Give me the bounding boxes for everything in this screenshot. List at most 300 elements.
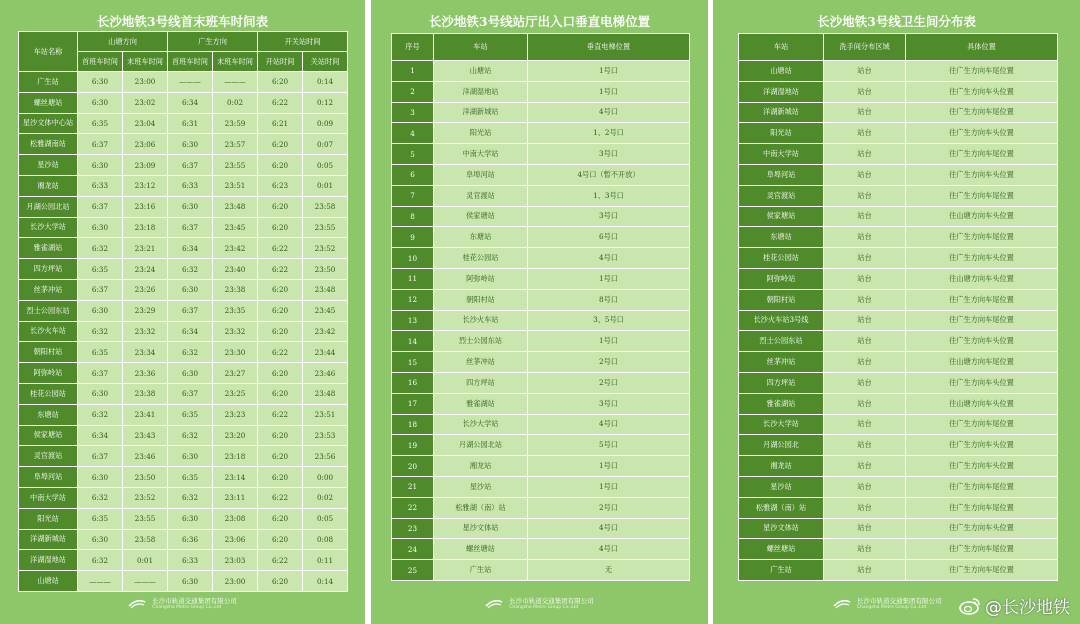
col-header-first: 首班车时间 — [168, 52, 213, 72]
elevator-position-cell: 1号口 — [528, 476, 690, 497]
elevator-position-cell: 2号口 — [528, 497, 690, 518]
close-time-cell: 0:14 — [303, 571, 348, 592]
last-train-guangsheng-cell: 23:48 — [213, 196, 258, 217]
restroom-position-cell: 往山塘方向车头位置 — [906, 393, 1058, 414]
close-time-cell: 0:14 — [303, 72, 348, 93]
row-number-cell: 22 — [392, 497, 434, 518]
first-train-shantang-cell: 6:32 — [78, 487, 123, 508]
last-train-guangsheng-cell: 23:00 — [213, 571, 258, 592]
station-name-cell: 湘龙站 — [19, 175, 78, 196]
company-name-cn: 长沙市轨道交通集团有限公司 — [857, 597, 942, 605]
last-train-guangsheng-cell: 23:25 — [213, 383, 258, 404]
last-train-guangsheng-cell: 23:45 — [213, 217, 258, 238]
elevator-position-cell: 4号口 — [528, 102, 690, 123]
first-train-shantang-cell: 6:35 — [78, 259, 123, 280]
first-train-guangsheng-cell: 6:33 — [168, 550, 213, 571]
station-name-cell: 湘龙站 — [434, 456, 528, 477]
restroom-area-cell: 站台 — [824, 185, 906, 206]
last-train-guangsheng-cell: 23:59 — [213, 113, 258, 134]
restroom-area-cell: 站台 — [824, 206, 906, 227]
row-number-cell: 4 — [392, 123, 434, 144]
close-time-cell: 23:52 — [303, 238, 348, 259]
first-train-shantang-cell: 6:35 — [78, 113, 123, 134]
first-train-guangsheng-cell: 6:33 — [168, 175, 213, 196]
table-row — [19, 259, 348, 280]
table-row — [392, 310, 690, 331]
station-name-cell: 四方坪站 — [19, 259, 78, 280]
table-row — [739, 61, 1058, 82]
company-name-cn: 长沙市轨道交通集团有限公司 — [509, 597, 594, 605]
first-train-shantang-cell: 6:35 — [78, 508, 123, 529]
restroom-area-cell: 站台 — [824, 248, 906, 269]
schedule-panel — [0, 0, 365, 624]
first-train-guangsheng-cell: 6:35 — [168, 404, 213, 425]
elevator-position-cell: 6号口 — [528, 227, 690, 248]
restroom-position-cell: 往广生方向车尾位置 — [906, 144, 1058, 165]
last-train-guangsheng-cell: 23:51 — [213, 175, 258, 196]
table-row — [392, 227, 690, 248]
first-train-shantang-cell: 6:30 — [78, 217, 123, 238]
close-time-cell: 0:09 — [303, 113, 348, 134]
row-number-cell: 19 — [392, 435, 434, 456]
last-train-shantang-cell: 23:24 — [123, 259, 168, 280]
restroom-position-cell: 往广生方向车尾位置 — [906, 185, 1058, 206]
first-train-guangsheng-cell: ——— — [168, 72, 213, 93]
last-train-guangsheng-cell: 23:11 — [213, 487, 258, 508]
station-name-cell: 洋湖新城站 — [434, 102, 528, 123]
station-name-cell: 桂花公园站 — [434, 248, 528, 269]
first-train-guangsheng-cell: 6:34 — [168, 92, 213, 113]
restroom-area-cell: 站台 — [824, 456, 906, 477]
last-train-guangsheng-cell: 23:27 — [213, 363, 258, 384]
station-name-cell: 灵官渡站 — [434, 185, 528, 206]
weibo-icon — [959, 597, 981, 615]
last-train-shantang-cell: 23:04 — [123, 113, 168, 134]
station-name-cell: 四方坪站 — [739, 372, 824, 393]
col-header-position: 具体位置 — [906, 34, 1058, 61]
col-header-station: 车站 — [434, 34, 528, 61]
table-row — [19, 113, 348, 134]
row-number-cell: 20 — [392, 456, 434, 477]
last-train-guangsheng-cell: 23:38 — [213, 279, 258, 300]
last-train-guangsheng-cell: 23:57 — [213, 134, 258, 155]
station-name-cell: 松雅湖南站 — [19, 134, 78, 155]
last-train-shantang-cell: 23:21 — [123, 238, 168, 259]
table-row — [739, 123, 1058, 144]
station-name-cell: 烈士公园东站 — [19, 300, 78, 321]
restroom-area-cell: 站台 — [824, 227, 906, 248]
elevator-position-cell: 1号口 — [528, 81, 690, 102]
elevator-position-cell: 4号口 — [528, 248, 690, 269]
last-train-shantang-cell: 23:41 — [123, 404, 168, 425]
restroom-table — [738, 33, 1058, 581]
restroom-position-cell: 往广生方向车尾位置 — [906, 102, 1058, 123]
station-name-cell: 星沙文体中心站 — [19, 113, 78, 134]
row-number-cell: 25 — [392, 560, 434, 581]
table-row — [739, 144, 1058, 165]
table-row — [739, 497, 1058, 518]
table-row — [739, 518, 1058, 539]
open-time-cell: 6:22 — [258, 487, 303, 508]
station-name-cell: 洋湖新城站 — [19, 529, 78, 550]
open-time-cell: 6:22 — [258, 259, 303, 280]
restroom-position-cell: 往广生方向车尾位置 — [906, 539, 1058, 560]
station-name-cell: 中南大学站 — [739, 144, 824, 165]
last-train-guangsheng-cell: 23:30 — [213, 342, 258, 363]
station-name-cell: 长沙大学站 — [739, 414, 824, 435]
station-name-cell: 侯家塘站 — [434, 206, 528, 227]
open-time-cell: 6:20 — [258, 508, 303, 529]
station-name-cell: 丝茅冲站 — [434, 352, 528, 373]
station-name-cell: 阳光站 — [739, 123, 824, 144]
row-number-cell: 10 — [392, 248, 434, 269]
restroom-area-cell: 站台 — [824, 310, 906, 331]
station-name-cell: 烈士公园东站 — [739, 331, 824, 352]
row-number-cell: 14 — [392, 331, 434, 352]
footer-logo — [0, 596, 365, 610]
first-train-guangsheng-cell: 6:30 — [168, 508, 213, 529]
row-number-cell: 23 — [392, 518, 434, 539]
restroom-position-cell: 往广生方向车尾位置 — [906, 497, 1058, 518]
restroom-area-cell: 站台 — [824, 372, 906, 393]
table-row — [392, 560, 690, 581]
station-name-cell: 螺丝塘站 — [739, 539, 824, 560]
elevator-position-cell: 无 — [528, 560, 690, 581]
last-train-shantang-cell: 23:18 — [123, 217, 168, 238]
restroom-area-cell: 站台 — [824, 331, 906, 352]
station-name-cell: 侯家塘站 — [739, 206, 824, 227]
table-row — [739, 185, 1058, 206]
table-row — [392, 476, 690, 497]
row-number-cell: 15 — [392, 352, 434, 373]
restroom-position-cell: 往广生方向车尾位置 — [906, 476, 1058, 497]
station-name-cell: 长沙大学站 — [434, 414, 528, 435]
restroom-area-cell: 站台 — [824, 81, 906, 102]
elevator-position-cell: 4号口 — [528, 414, 690, 435]
first-train-guangsheng-cell: 6:37 — [168, 383, 213, 404]
table-row — [19, 383, 348, 404]
table-row — [392, 164, 690, 185]
last-train-guangsheng-cell: 23:03 — [213, 550, 258, 571]
last-train-guangsheng-cell: 23:23 — [213, 404, 258, 425]
metro-logo-icon — [128, 597, 146, 609]
open-time-cell: 6:23 — [258, 175, 303, 196]
station-name-cell: 东塘站 — [19, 404, 78, 425]
table-row — [392, 352, 690, 373]
close-time-cell: 23:51 — [303, 404, 348, 425]
first-train-shantang-cell: 6:35 — [78, 342, 123, 363]
first-train-shantang-cell: 6:30 — [78, 383, 123, 404]
first-train-guangsheng-cell: 6:34 — [168, 238, 213, 259]
col-header-no: 序号 — [392, 34, 434, 61]
station-name-cell: 山塘站 — [434, 61, 528, 82]
table-row — [739, 102, 1058, 123]
elevator-position-cell: 1号口 — [528, 331, 690, 352]
schedule-title: 长沙地铁3号线首末班车时间表 — [96, 14, 269, 29]
table-header-row — [392, 34, 690, 61]
station-name-cell: 朝阳村站 — [434, 289, 528, 310]
restroom-panel — [713, 0, 1080, 624]
table-row — [739, 372, 1058, 393]
table-row — [19, 196, 348, 217]
row-number-cell: 3 — [392, 102, 434, 123]
last-train-guangsheng-cell: 23:35 — [213, 300, 258, 321]
table-row — [19, 155, 348, 176]
table-row — [19, 175, 348, 196]
close-time-cell: 23:50 — [303, 259, 348, 280]
first-train-guangsheng-cell: 6:37 — [168, 300, 213, 321]
restroom-position-cell: 往山塘方向车头位置 — [906, 206, 1058, 227]
first-train-shantang-cell: 6:32 — [78, 321, 123, 342]
table-row — [739, 539, 1058, 560]
close-time-cell: 23:48 — [303, 383, 348, 404]
open-time-cell: 6:22 — [258, 550, 303, 571]
station-name-cell: 星沙文体站 — [434, 518, 528, 539]
first-train-guangsheng-cell: 6:32 — [168, 259, 213, 280]
restroom-position-cell: 往广生方向车头位置 — [906, 81, 1058, 102]
table-row — [19, 279, 348, 300]
station-name-cell: 桂花公园站 — [19, 383, 78, 404]
open-time-cell: 6:22 — [258, 342, 303, 363]
restroom-area-cell: 站台 — [824, 123, 906, 144]
first-train-shantang-cell: 6:37 — [78, 196, 123, 217]
table-row — [392, 81, 690, 102]
elevator-position-cell: 1号口 — [528, 61, 690, 82]
station-name-cell: 四方坪站 — [434, 372, 528, 393]
last-train-shantang-cell: 23:09 — [123, 155, 168, 176]
station-name-cell: 松雅湖（南）站 — [434, 497, 528, 518]
table-row — [392, 123, 690, 144]
station-name-cell: 阿弥岭站 — [739, 268, 824, 289]
station-name-cell: 东塘站 — [434, 227, 528, 248]
open-time-cell: 6:21 — [258, 113, 303, 134]
col-header-dir-guangsheng: 广生方向 — [168, 32, 258, 52]
close-time-cell: 0:12 — [303, 92, 348, 113]
close-time-cell: 23:42 — [303, 321, 348, 342]
restroom-area-cell: 站台 — [824, 144, 906, 165]
restroom-position-cell: 往山塘方向车头位置 — [906, 268, 1058, 289]
restroom-area-cell: 站台 — [824, 289, 906, 310]
table-row — [739, 310, 1058, 331]
last-train-shantang-cell: 23:43 — [123, 425, 168, 446]
table-row — [19, 508, 348, 529]
elevator-position-cell: 3号口 — [528, 144, 690, 165]
first-train-guangsheng-cell: 6:37 — [168, 155, 213, 176]
last-train-shantang-cell: 23:46 — [123, 446, 168, 467]
footer-logo — [371, 596, 708, 610]
restroom-position-cell: 往广生方向车头位置 — [906, 518, 1058, 539]
station-name-cell: 洋湖新城站 — [739, 102, 824, 123]
col-header-station: 车站名称 — [19, 32, 78, 72]
last-train-guangsheng-cell: 23:14 — [213, 467, 258, 488]
last-train-shantang-cell: 23:12 — [123, 175, 168, 196]
table-row — [19, 238, 348, 259]
last-train-shantang-cell: 23:55 — [123, 508, 168, 529]
station-name-cell: 星沙站 — [739, 476, 824, 497]
first-train-guangsheng-cell: 6:30 — [168, 196, 213, 217]
elevator-position-cell: 2号口 — [528, 372, 690, 393]
station-name-cell: 阳光站 — [434, 123, 528, 144]
first-train-guangsheng-cell: 6:32 — [168, 487, 213, 508]
elevator-panel — [371, 0, 708, 624]
last-train-shantang-cell: 23:26 — [123, 279, 168, 300]
first-train-guangsheng-cell: 6:30 — [168, 446, 213, 467]
open-time-cell: 6:20 — [258, 425, 303, 446]
restroom-area-cell: 站台 — [824, 102, 906, 123]
station-name-cell: 烈士公园东站 — [434, 331, 528, 352]
first-train-shantang-cell: 6:32 — [78, 550, 123, 571]
first-train-guangsheng-cell: 6:37 — [168, 217, 213, 238]
station-name-cell: 长沙火车站3号线 — [739, 310, 824, 331]
close-time-cell: 23:48 — [303, 279, 348, 300]
restroom-position-cell: 往广生方向车头位置 — [906, 123, 1058, 144]
elevator-title: 长沙地铁3号线站厅出入口垂直电梯位置 — [428, 14, 651, 29]
open-time-cell: 6:20 — [258, 300, 303, 321]
open-time-cell: 6:20 — [258, 446, 303, 467]
company-name-cn: 长沙市轨道交通集团有限公司 — [152, 597, 237, 605]
first-train-shantang-cell: 6:30 — [78, 300, 123, 321]
last-train-guangsheng-cell: 23:08 — [213, 508, 258, 529]
restroom-area-cell: 站台 — [824, 560, 906, 581]
row-number-cell: 17 — [392, 393, 434, 414]
company-name-en: Changsha Metro Group Co.,Ltd — [509, 605, 579, 610]
row-number-cell: 21 — [392, 476, 434, 497]
first-train-shantang-cell: 6:30 — [78, 529, 123, 550]
elevator-position-cell: 3号口 — [528, 393, 690, 414]
restroom-position-cell: 往广生方向车头位置 — [906, 435, 1058, 456]
station-name-cell: 螺丝塘站 — [19, 92, 78, 113]
table-row — [739, 393, 1058, 414]
station-name-cell: 阿弥岭站 — [434, 268, 528, 289]
elevator-position-cell: 1号口 — [528, 268, 690, 289]
station-name-cell: 中南大学站 — [19, 487, 78, 508]
table-row — [19, 467, 348, 488]
table-row — [739, 289, 1058, 310]
station-name-cell: 广生站 — [19, 72, 78, 93]
restroom-area-cell: 站台 — [824, 61, 906, 82]
close-time-cell: 23:53 — [303, 425, 348, 446]
restroom-position-cell: 往广生方向车头位置 — [906, 248, 1058, 269]
table-row — [739, 227, 1058, 248]
table-row — [739, 206, 1058, 227]
restroom-position-cell: 往广生方向车尾位置 — [906, 310, 1058, 331]
elevator-table — [391, 33, 690, 581]
station-name-cell: 长沙火车站 — [434, 310, 528, 331]
row-number-cell: 6 — [392, 164, 434, 185]
restroom-position-cell: 往广生方向车尾位置 — [906, 414, 1058, 435]
first-train-guangsheng-cell: 6:35 — [168, 467, 213, 488]
elevator-position-cell: 1号口 — [528, 456, 690, 477]
table-row — [392, 206, 690, 227]
open-time-cell: 6:20 — [258, 134, 303, 155]
weibo-watermark — [959, 593, 1070, 618]
close-time-cell: 0:02 — [303, 487, 348, 508]
metro-logo-icon — [485, 597, 503, 609]
first-train-guangsheng-cell: 6:30 — [168, 279, 213, 300]
station-name-cell: 洋湖湿地站 — [739, 81, 824, 102]
restroom-area-cell: 站台 — [824, 414, 906, 435]
col-header-area: 洗手间分布区域 — [824, 34, 906, 61]
restroom-title: 长沙地铁3号线卫生间分布表 — [817, 14, 976, 29]
elevator-position-cell: 3号口 — [528, 206, 690, 227]
last-train-guangsheng-cell: 23:06 — [213, 529, 258, 550]
restroom-position-cell: 往广生方向车尾位置 — [906, 560, 1058, 581]
first-train-shantang-cell: 6:32 — [78, 238, 123, 259]
last-train-shantang-cell: 23:06 — [123, 134, 168, 155]
open-time-cell: 6:20 — [258, 571, 303, 592]
table-row — [19, 425, 348, 446]
col-header-dir-shantang: 山塘方向 — [78, 32, 168, 52]
table-row — [392, 185, 690, 206]
close-time-cell: 0:01 — [303, 175, 348, 196]
table-row — [19, 321, 348, 342]
first-train-shantang-cell: 6:30 — [78, 467, 123, 488]
table-row — [739, 352, 1058, 373]
close-time-cell: 0:00 — [303, 467, 348, 488]
metro-logo-icon — [833, 597, 851, 609]
table-header-row — [19, 32, 348, 52]
first-train-guangsheng-cell: 6:36 — [168, 529, 213, 550]
table-row — [19, 217, 348, 238]
restroom-area-cell: 站台 — [824, 497, 906, 518]
table-row — [392, 518, 690, 539]
close-time-cell: 23:46 — [303, 363, 348, 384]
table-row — [19, 72, 348, 93]
last-train-guangsheng-cell: 23:20 — [213, 425, 258, 446]
col-header-gate-time: 开关站时间 — [258, 32, 348, 52]
table-row — [739, 560, 1058, 581]
station-name-cell: 山塘站 — [739, 61, 824, 82]
station-name-cell: 洋湖湿地站 — [434, 81, 528, 102]
first-train-guangsheng-cell: 6:31 — [168, 113, 213, 134]
station-name-cell: 星沙文体站 — [739, 518, 824, 539]
table-row — [392, 393, 690, 414]
last-train-guangsheng-cell: 23:18 — [213, 446, 258, 467]
open-time-cell: 6:20 — [258, 383, 303, 404]
row-number-cell: 18 — [392, 414, 434, 435]
open-time-cell: 6:20 — [258, 363, 303, 384]
row-number-cell: 8 — [392, 206, 434, 227]
open-time-cell: 6:20 — [258, 155, 303, 176]
table-row — [392, 539, 690, 560]
restroom-position-cell: 往广生方向车头位置 — [906, 456, 1058, 477]
last-train-guangsheng-cell: 23:32 — [213, 321, 258, 342]
first-train-guangsheng-cell: 6:34 — [168, 321, 213, 342]
elevator-position-cell: 1、3号口 — [528, 185, 690, 206]
open-time-cell: 6:20 — [258, 196, 303, 217]
company-name-en: Changsha Metro Group Co.,Ltd — [152, 605, 222, 610]
last-train-shantang-cell: 0:01 — [123, 550, 168, 571]
restroom-area-cell: 站台 — [824, 435, 906, 456]
station-name-cell: 松雅湖（南）站 — [739, 497, 824, 518]
last-train-shantang-cell: 23:50 — [123, 467, 168, 488]
row-number-cell: 12 — [392, 289, 434, 310]
station-name-cell: 长沙大学站 — [19, 217, 78, 238]
close-time-cell: 23:58 — [303, 196, 348, 217]
first-train-shantang-cell: 6:37 — [78, 134, 123, 155]
first-train-shantang-cell: 6:37 — [78, 446, 123, 467]
table-row — [392, 289, 690, 310]
open-time-cell: 6:22 — [258, 238, 303, 259]
table-row — [392, 268, 690, 289]
close-time-cell: 0:05 — [303, 155, 348, 176]
col-header-station: 车站 — [739, 34, 824, 61]
table-row — [392, 372, 690, 393]
open-time-cell: 6:20 — [258, 321, 303, 342]
restroom-position-cell: 往广生方向车尾位置 — [906, 289, 1058, 310]
last-train-guangsheng-cell: 23:55 — [213, 155, 258, 176]
restroom-area-cell: 站台 — [824, 164, 906, 185]
